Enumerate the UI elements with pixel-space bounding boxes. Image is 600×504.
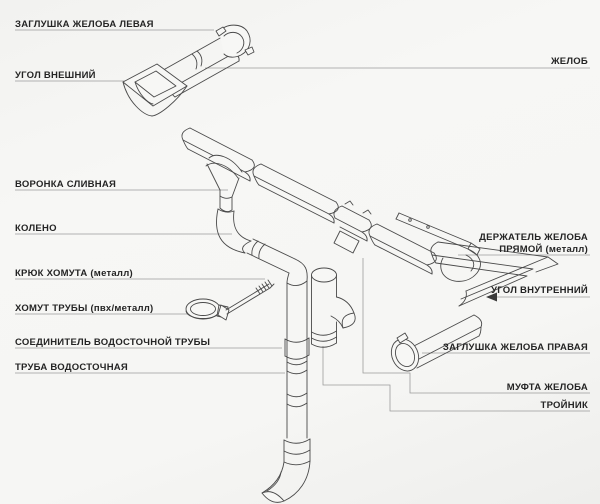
part-endcap-left [216,25,254,57]
part-downpipe [262,281,310,502]
label-corner-inner: УГОЛ ВНУТРЕННИЙ [491,285,588,296]
label-elbow: КОЛЕНО [15,223,57,234]
label-bracket-line2: ПРЯМОЙ (металл) [499,243,588,255]
part-elbow [216,209,307,283]
part-pipe-connector [285,338,309,359]
label-bracket [479,232,588,255]
label-pipe-connector: СОЕДИНИТЕЛЬ ВОДОСТОЧНОЙ ТРУБЫ [15,337,211,348]
part-clamp-hook [218,280,274,320]
label-tee: ТРОЙНИК [540,400,588,411]
leader-coupling [363,258,590,393]
part-outlet-elbow [262,461,310,502]
label-coupling: МУФТА ЖЕЛОБА [506,382,588,393]
part-gutter-bracket [396,213,480,281]
leader-lines [15,30,590,411]
label-endcap-left: ЗАГЛУШКА ЖЕЛОБА ЛЕВАЯ [15,19,154,30]
label-endcap-right: ЗАГЛУШКА ЖЕЛОБА ПРАВАЯ [442,342,588,353]
part-corner-outer [123,64,187,116]
label-downpipe: ТРУБА ВОДОСТОЧНАЯ [15,362,128,373]
label-clamp-hook: КРЮК ХОМУТА (металл) [15,268,133,279]
label-pipe-clamp: ХОМУТ ТРУБЫ (пвх/металл) [15,303,154,314]
part-gutter-section-a [182,128,254,181]
part-funnel [206,155,242,211]
part-tee [312,268,356,347]
label-funnel: ВОРОНКА СЛИВНАЯ [15,179,117,190]
label-bracket-line1: ДЕРЖАТЕЛЬ ЖЕЛОБА [479,232,588,243]
label-gutter: ЖЕЛОБ [550,56,588,67]
part-gutter-coupling [334,201,371,253]
part-gutter-section-b [253,164,338,223]
label-corner-outer: УГОЛ ВНЕШНИЙ [15,70,96,81]
